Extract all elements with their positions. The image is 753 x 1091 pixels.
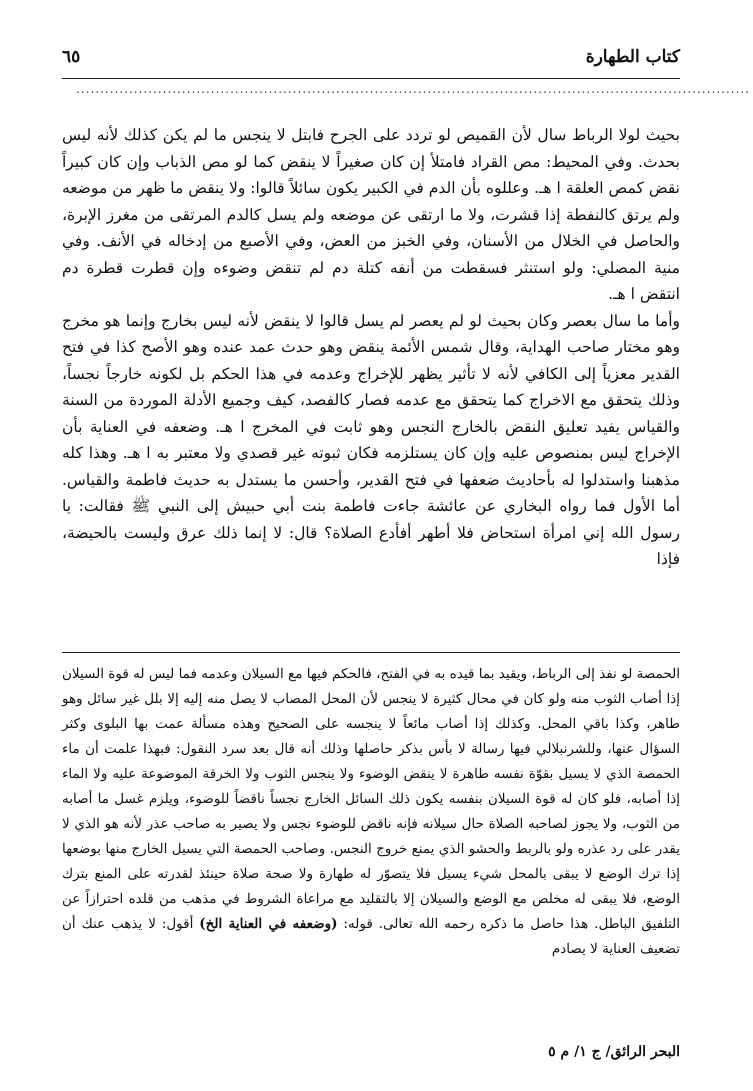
- main-paragraph-1: بحيث لولا الرباط سال لأن القميص لو تردد على الجرح فابتل لا ينجس ما لم يكن كذلك لأنه ليس بحدث. وفي المحيط: مص القراد فامتلأ إن كان صغيراً لا ينقض كما لو مص الذباب وإن كان كبيراً نقض كمص العلقة ا هـ. وعللوه بأن الدم في الكبير يكون سائلاً قالوا: ولا ينقض ما ظهر من موضعه ولم يرتق كالنفطة إذا قشرت، ولا ما ارتقى عن موضعه ولم يسل كالدم المرتقى من مغرز الإبرة، والحاصل في الخلال من الأسنان، وفي الخبز من العض، وفي الأصبع من إدخاله في الأنف. وفي منية المصلي: ولو استنثر فسقطت من أنفه كتلة دم لم تنقض وضوءه وإن قطرت قطرة دم انتقض ا هـ.: [62, 126, 680, 303]
- dotted-separator: ............................................................................................................................................: [76, 82, 751, 96]
- footnote-separator: [62, 652, 680, 653]
- main-text: [62, 122, 680, 573]
- main-paragraph-2: وأما ما سال بعصر وكان بحيث لو لم يعصر لم يسل قالوا لا ينقض لأنه ليس بخارج وإنما هو مخرج وهو مختار صاحب الهداية، وقال شمس الأئمة ينقض وهو حدث عمد عنده وهو الأصح كذا في فتح القدير معزياً إلى الكافي لأنه لا تأثير يظهر للإخراج وعدمه في هذا الحكم بل لكونه خارجاً نجساً، وذلك يتحقق مع الاخراج كما يتحقق مع عدمه فصار كالفصد، كيف وجميع الأدلة الموردة من السنة والقياس يفيد تعليق النقض بالخارج النجس وهو ثابت في المخرج ا هـ. وضعفه في العناية بأن الإخراج ليس بمنصوص عليه وإن كان يستلزمه فكان ثبوته غير قصدي ولا معتبر به ا هـ. وهذا كله مذهبنا واستدلوا له بأحاديث ضعفها في فتح القدير، وأحسن ما يستدل به حديث فاطمة والقياس. أما الأول فما رواه البخاري عن عائشة جاءت فاطمة بنت أبي حبيش إلى النبي ﷺ فقالت: يا رسول الله إني امرأة استحاض فلا أطهر أفأدع الصلاة؟ قال: لا إنما ذلك عرق وليست بالحيضة، فإذا: [62, 311, 680, 568]
- header-rule: [62, 78, 680, 79]
- footnote-text-1: الحمصة لو نفذ إلى الرباط، ويقيد بما قيده به في الفتح، فالحكم فيها مع السيلان وعدمه فما ليس له قوة السيلان إذا أصاب الثوب منه ولو كان في محال كثيرة لا ينجس لأن المحل المصاب لا يصل منه إليه إلا بلل غير سائل وهو طاهر، وكذا باقي المحل. وكذلك إذا أصاب مائعاً لا ينجسه على الصحيح وهذه مسألة عمت بها البلوى وكثر السؤال عنها، وللشرنبلالي فيها رسالة لا بأس بذكر حاصلها وذلك أنه قال بعد سرد النقول: فبهذا علمت أن ماء الحمصة الذي لا يسيل بقوّة نفسه طاهرة لا ينقض الوضوء ولا ينجس الثوب ولا الخرقة الموضوعة عليه ولا الماء إذا أصابه، فلو كان له قوة السيلان بنفسه يكون ذلك السائل الخارج نجساً ناقضاً للوضوء، ويلزم غسل ما أصابه من الثوب، ولا يجوز لصاحبه الصلاة حال سيلانه فإنه ناقض للوضوء نجس ولا يصير به صاحب عذر لأنه هو الذي لا يقدر على رد عذره ولو بالربط والحشو الذي يمنع خروج النجس. وصاحب الحمصة التي يسيل الخارج منها بوضعها إذا ترك الوضع لا يبقى بالمحل شيء يسيل فلا يتصوّر له طهارة ولا صحة صلاة حينئذ لقدرته على المنع بترك الوضع، فلا يبقى له مخلص مع الوضع والسيلان إلا بالتقليد مع مراعاة الشروط في مذهب من قلده احترازاً عن التلفيق الباطل. هذا حاصل ما ذكره رحمه الله تعالى. قوله:: [62, 666, 680, 932]
- running-header: [62, 40, 680, 74]
- footnote-bold-quote: (وضعفه في العناية الخ): [199, 916, 338, 932]
- footnote-paragraph: [62, 662, 680, 962]
- footnote-text: [62, 662, 680, 962]
- chapter-title: كتاب الطهارة: [585, 47, 680, 67]
- page-number: ٦٥: [62, 47, 81, 67]
- signature-mark: البحر الرائق/ ج ١/ م ٥: [548, 1044, 680, 1060]
- footnote-text-2: أقول: لا يذهب عنك أن تضعيف العناية لا يصادم: [62, 916, 680, 957]
- book-page: [62, 30, 751, 1075]
